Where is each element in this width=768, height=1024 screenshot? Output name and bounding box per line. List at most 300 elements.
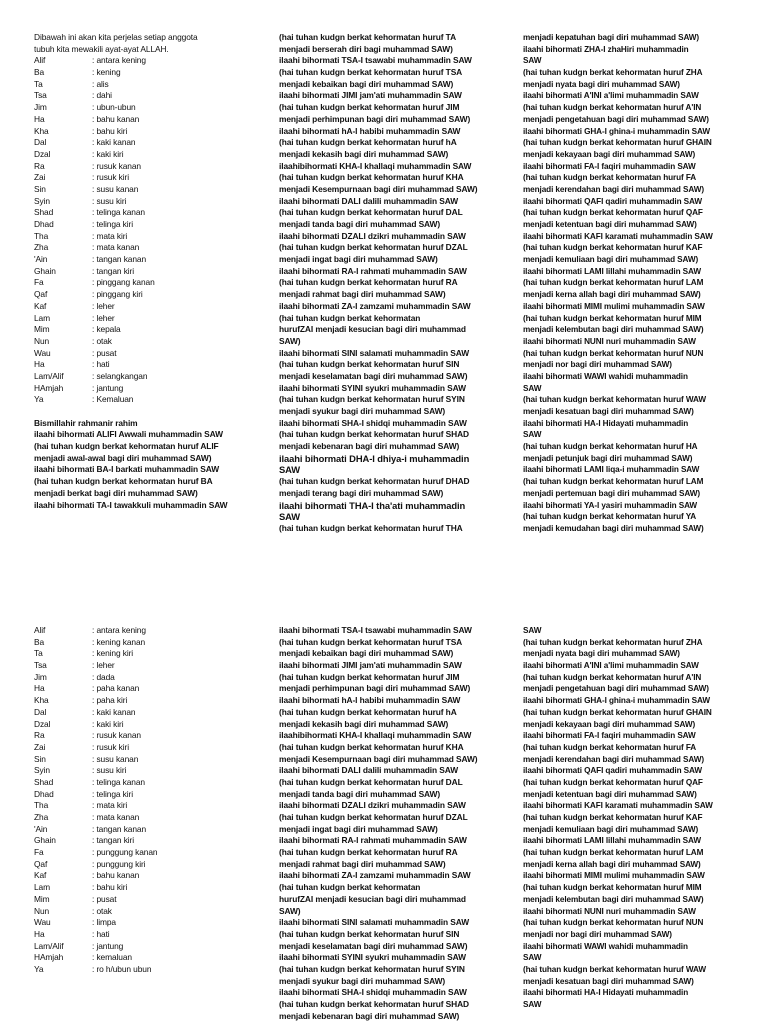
body-part: : ro h/ubun ubun [92,963,152,974]
text-line: (hai tuhan kudgn berkat kehormatan huruf QAF [523,777,703,787]
letter-name: Ba [34,636,45,647]
body-part: : kemaluan [92,952,132,963]
text-line: (hai tuhan kudgn berkat kehormatan huruf LAM [523,477,704,487]
prayer-heading [523,941,751,964]
list-item [34,648,266,660]
letter-name: Ha [34,359,45,370]
body-part: : rusuk kiri [92,741,129,752]
list-item [34,394,266,406]
prayer-heading [279,453,505,476]
list-item [34,313,266,325]
letter-name: Qaf [34,289,48,300]
prayer-text [523,441,751,464]
list-item [34,90,266,102]
letter-body-list [34,625,266,976]
prayer-heading [523,371,751,394]
text-line: (hai tuhan kudgn berkat kehormatan huruf hA [279,137,457,148]
body-part: : rusuk kanan [92,730,141,741]
text-line: ilaahi bihormati TSA-I tsawabi muhammadin SAW [279,55,472,66]
letter-name: Nun [34,335,50,346]
body-part: : Kemaluan [92,394,134,405]
letter-name: Alif [34,625,46,635]
text-line: (hai tuhan kudgn berkat kehormatan huruf QAF [523,208,703,218]
text-line: ilaahi bihormati MIMI mulimi muhammadin SAW [523,301,705,311]
prayer-text [523,32,751,44]
text-line: ilaahi bihormati A'INI a'limi muhammadin SAW [523,661,699,671]
letter-name: Mim [34,324,50,335]
text-line: menjadi kemuliaan bagi diri muhammad SAW) [523,824,699,834]
text-line: menjadi perhimpunan bagi diri muhammad SAW) [279,683,471,694]
body-part: : punggung kanan [92,847,158,858]
text-line: ilaahi bihormati TSA-I tsawabi muhammadin SAW [279,625,472,635]
text-line: SAW [523,626,542,635]
text-line: ilaahi bihormati hA-I habibi muhammadin SAW [279,695,461,706]
prayer-text [279,32,505,453]
text-line: ilaahi bihormati QAFI qadiri muhammadin SAW [523,196,703,206]
text-line: ilaahibihormati KHA-I khallaqi muhammadin SAW [279,160,472,171]
text-line: menjadi ketentuan bagi diri muhammad SAW) [523,220,697,229]
body-part: : hati [92,359,110,370]
text-line: (hai tuhan kudgn berkat kehormatan huruf SHAD [279,999,470,1009]
text-line: SAW [523,953,542,963]
text-line: (hai tuhan kudgn berkat kehormatan huruf RA [279,847,458,858]
body-part: : mata kiri [92,230,128,241]
text-line: ilaahi bihormati TA-I tawakkuli muhammadin SAW [34,499,228,510]
text-line: (hai tuhan kudgn berkat kehormatan huruf NUN [523,348,704,358]
text-line: SAW [523,1000,542,1009]
text-line: Bismillahir rahmanir rahim [34,417,138,428]
text-line: (hai tuhan kudgn berkat kehormatan [279,312,421,323]
list-item [34,266,266,278]
body-part: : kening kanan [92,636,146,647]
letter-name: HAmjah [34,382,64,393]
list-item [34,348,266,360]
list-item [34,672,266,684]
page-section-2 [0,625,768,1024]
list-item [34,161,266,173]
text-line: ilaahi bihormati DALI dalili muhammadin SAW [279,765,459,776]
letter-name: Dzal [34,148,51,159]
text-line: ilaahi bihormati DZALI dzikri muhammadin SAW [279,800,466,811]
text-line: menjadi kemudahan bagi diri muhammad SAW) [523,523,704,533]
letter-name: Ra [34,730,45,741]
letter-name: HAmjah [34,952,64,963]
body-part: : telinga kanan [92,776,145,787]
body-part: : kening [92,67,121,78]
text-line: menjadi awal-awal bagi diri muhammad SAW) [34,452,212,463]
prayer-heading [523,336,751,348]
text-line: menjadi kekayaan bagi diri muhammad SAW) [523,149,696,159]
text-line: menjadi kelembutan bagi diri muhammad SAW) [523,325,704,335]
body-part: : jantung [92,382,124,393]
text-line: ilaahi bihormati SYINI syukri muhammadin SAW [279,952,466,963]
body-part: : telinga kiri [92,219,133,229]
text-line: menjadi perhimpunan bagi diri muhammad SAW) [279,113,471,124]
text-line: menjadi ketentuan bagi diri muhammad SAW) [523,789,697,799]
letter-name: Kaf [34,300,47,311]
prayer-text [523,511,751,534]
letter-name: Dhad [34,219,54,229]
prayer-text [279,625,505,1022]
text-line: menjadi berserah diri bagi muhammad SAW) [279,43,453,54]
text-line: menjadi pengetahuan bagi diri muhammad SAW) [523,684,709,694]
text-line: ilaahi bihormati FA-I faqiri muhammadin SAW [523,731,696,741]
text-line: ilaahi bihormati BA-I barkati muhammadin SAW [34,464,219,475]
text-line: SAW [279,511,301,523]
text-line: menjadi kebaikan bagi diri muhammad SAW) [279,78,454,89]
letter-name: Ta [34,648,43,659]
list-item [34,67,266,79]
text-line: menjadi kerendahan bagi diri muhammad SAW) [523,754,704,764]
body-part: : tangan kanan [92,823,147,834]
list-item [34,929,266,941]
body-part: : telinga kanan [92,207,145,218]
text-line: (hai tuhan kudgn berkat kehormatan huruf hA [279,706,457,717]
prayer-heading [523,500,751,512]
letter-name: Syin [34,765,50,776]
body-part: : pusat [92,347,117,358]
text-line: menjadi kesatuan bagi diri muhammad SAW) [523,976,694,986]
text-line: ilaahi bihormati WAWI wahidi muhammadin [523,371,688,381]
letter-name: Zha [34,812,49,822]
list-item [34,277,266,289]
list-item [34,894,266,906]
text-line: SAW) [279,905,301,916]
text-line: (hai tuhan kudgn berkat kehormatan huruf SIN [279,928,460,939]
body-part: : leher [92,312,115,323]
list-item [34,835,266,847]
text-line: menjadi ingat bagi diri muhammad SAW) [279,823,438,834]
text-line: (hai tuhan kudgn berkat kehormatan huruf KAF [523,243,703,253]
text-line: menjadi kerendahan bagi diri muhammad SAW) [523,184,704,194]
list-item [34,371,266,383]
text-line: hurufZAI menjadi kesucian bagi diri muhammad [279,893,466,904]
text-line: ilaahi bihormati RA-I rahmati muhammadin SAW [279,835,467,846]
text-line: (hai tuhan kudgn berkat kehormatan huruf DHAD [279,476,470,487]
text-line: ilaahi bihormati ZA-I zamzami muhammadin SAW [279,870,471,881]
letter-name: 'Ain [34,254,48,265]
text-line: menjadi pengetahuan bagi diri muhammad SAW) [523,114,709,124]
text-line: menjadi nor bagi diri muhammad SAW) [523,360,672,370]
body-part: : kaki kanan [92,706,136,717]
text-line: ilaahi bihormati LAMI lillahi muhammadin SAW [523,836,702,846]
letter-name: Tha [34,800,49,811]
list-item [34,231,266,243]
body-part: : rusuk kanan [92,160,141,171]
list-item [34,800,266,812]
body-part: : tangan kiri [92,835,134,846]
letter-name: Mim [34,893,50,904]
list-item [34,149,266,161]
text-line: (hai tuhan kudgn berkat kehormatan huruf SYIN [279,394,465,405]
body-part: : bahu kiri [92,125,128,136]
text-line: ilaahi bihormati RA-I rahmati muhammadin SAW [279,265,467,276]
text-line: ilaahi bihormati A'INI a'limi muhammadin SAW [523,91,699,101]
body-part: : bahu kiri [92,882,128,893]
text-line: Dibawah ini akan kita perjelas setiap anggota [34,32,198,42]
column-2 [279,625,505,1022]
letter-name: Tsa [34,660,47,671]
list-item [34,754,266,766]
list-item [34,952,266,964]
text-line: (hai tuhan kudgn berkat kehormatan huruf NUN [523,918,704,928]
text-line: ilaahi bihormati HA-I Hidayati muhammadin [523,988,689,998]
text-line: (hai tuhan kudgn berkat kehormatan huruf ZHA [523,637,703,647]
body-part: : susu kanan [92,183,139,194]
letter-name: Syin [34,195,50,206]
body-part: : leher [92,660,115,671]
body-part: : mata kiri [92,800,128,811]
body-part: : dahi [92,90,112,101]
text-line: ilaahi bihormati DZALI dzikri muhammadin SAW [279,230,466,241]
letter-name: Zai [34,172,46,183]
text-line: (hai tuhan kudgn berkat kehormatan huruf KHA [279,741,464,752]
body-part: : kaki kiri [92,148,124,159]
letter-name: Ra [34,160,45,171]
list-item [34,637,266,649]
text-line: ilaahi bihormati LAMI liqa-i muhammadin SAW [523,465,700,475]
list-item [34,219,266,231]
prayer-text [279,476,505,499]
text-line: (hai tuhan kudgn berkat kehormatan huruf MIM [523,313,702,323]
letter-name: Ya [34,394,44,405]
body-part: : tangan kanan [92,254,147,265]
letter-name: Ta [34,78,43,89]
letter-name: 'Ain [34,823,48,834]
letter-name: Jim [34,671,47,682]
letter-name: Sin [34,183,46,194]
prayer-heading [523,906,751,918]
text-line: SAW [523,383,542,393]
letter-name: Kha [34,125,49,136]
body-part: : susu kiri [92,195,127,206]
body-part: : bahu kanan [92,870,140,881]
text-line: (hai tuhan kudgn berkat kehormatan huruf SYIN [279,963,465,974]
text-line: menjadi kebenaran bagi diri muhammad SAW) [279,441,460,452]
prayer-text [523,917,751,940]
list-item [34,254,266,266]
text-line: (hai tuhan kudgn berkat kehormatan huruf FA [523,173,697,183]
text-line: (hai tuhan kudgn berkat kehormatan huruf HA [523,442,698,452]
text-line: menjadi keselamatan bagi diri muhammad SAW) [279,940,468,951]
column-2 [279,32,505,535]
letter-name: Jim [34,102,47,113]
body-part: : otak [92,905,112,916]
body-part: : antara kening [92,55,146,66]
text-line: tubuh kita mewakili ayat-ayat ALLAH. [34,43,169,54]
letter-name: Kha [34,695,49,706]
text-line: (hai tuhan kudgn berkat kehormatan huruf FA [523,742,697,752]
letter-name: Dal [34,137,47,148]
text-line: (hai tuhan kudgn berkat kehormatan huruf THA [279,522,463,533]
text-line: menjadi kebaikan bagi diri muhammad SAW) [279,648,454,659]
body-part: : mata kanan [92,242,140,253]
body-part: : hati [92,928,110,939]
text-line: menjadi syukur bagi diri muhammad SAW) [279,406,446,416]
letter-name: Lam/Alif [34,940,64,951]
prayer-text [523,964,751,987]
text-line: menjadi syukur bagi diri muhammad SAW) [279,975,446,986]
text-line: menjadi keselamatan bagi diri muhammad SAW) [279,370,468,381]
list-item [34,172,266,184]
list-item [34,126,266,138]
text-line: (hai tuhan kudgn berkat kehormatan huruf WAW [523,964,707,974]
letter-name: Dhad [34,788,54,799]
letter-name: Sin [34,753,46,764]
letter-name: Kaf [34,870,47,881]
body-part: : jantung [92,940,124,951]
list-item [34,859,266,871]
text-line: (hai tuhan kudgn berkat kehormatan huruf BA [34,476,213,487]
list-item [34,707,266,719]
text-line: menjadi Kesempurnaan bagi diri muhammad SAW) [279,183,478,194]
text-line: ilaahi bihormati KAFI karamati muhammadin SAW [523,231,713,241]
text-line: (hai tuhan kudgn berkat kehormatan [279,882,421,893]
letter-name: Ha [34,928,45,939]
text-line: menjadi berkat bagi diri muhammad SAW) [34,487,198,498]
text-line: (hai tuhan kudgn berkat kehormatan huruf JIM [279,102,460,113]
prayer-text [279,523,505,535]
text-line: ilaahi bihormati SHA-I shidqi muhammadin SAW [279,417,467,428]
text-line: menjadi tanda bagi diri muhammad SAW) [279,219,441,229]
list-item [34,777,266,789]
letter-name: Lam [34,312,50,323]
text-line: ilaahi bihormati KAFI karamati muhammadin SAW [523,801,713,811]
prayer-heading [523,625,751,637]
text-line: menjadi kekasih bagi diri muhammad SAW) [279,148,449,159]
text-line: (hai tuhan kudgn berkat kehormatan huruf SIN [279,359,460,370]
prayer-text [523,476,751,499]
list-item [34,683,266,695]
body-part: : rusuk kiri [92,172,129,183]
letter-name: Dzal [34,718,51,729]
text-line: menjadi tanda bagi diri muhammad SAW) [279,788,441,799]
list-item [34,625,266,637]
list-item [34,812,266,824]
text-line: (hai tuhan kudgn berkat kehormatan huruf A'IN [523,672,702,682]
body-part: : otak [92,335,112,346]
body-part: : paha kanan [92,683,140,694]
body-part: : kaki kanan [92,137,136,148]
text-line: (hai tuhan kudgn berkat kehormatan huruf LAM [523,278,704,288]
letter-name: Alif [34,55,46,66]
text-line: menjadi kepatuhan bagi diri muhammad SAW) [523,33,700,42]
text-line: menjadi nor bagi diri muhammad SAW) [523,929,672,939]
text-line: ilaahi bihormati SHA-I shidqi muhammadin SAW [279,987,467,998]
text-line: (hai tuhan kudgn berkat kehormatan huruf SHAD [279,429,470,440]
list-item [34,695,266,707]
list-item [34,324,266,336]
text-line: ilaahi bihormati LAMI lillahi muhammadin SAW [523,266,702,276]
text-line: menjadi kesatuan bagi diri muhammad SAW) [523,407,694,416]
text-line: (hai tuhan kudgn berkat kehormatan huruf TSA [279,636,463,647]
text-line: (hai tuhan kudgn berkat kehormatan huruf A'IN [523,103,702,113]
body-part: : pinggang kanan [92,277,155,288]
letter-name: Fa [34,847,44,858]
prayer-text [523,637,751,906]
text-line: (hai tuhan kudgn berkat kehormatan huruf WAW [523,395,707,405]
list-item [34,301,266,313]
list-item [34,719,266,731]
text-line: (hai tuhan kudgn berkat kehormatan huruf RA [279,277,458,288]
list-item [34,660,266,672]
list-item [34,870,266,882]
text-line: (hai tuhan kudgn berkat kehormatan huruf KHA [279,172,464,183]
letter-name: Wau [34,917,51,928]
text-line: ilaahi bihormati YA-I yasiri muhammadin SAW [523,500,698,510]
list-item [34,824,266,836]
text-line: (hai tuhan kudgn berkat kehormatan huruf TA [279,32,457,42]
text-line: ilaahi bihormati MIMI mulimi muhammadin SAW [523,871,705,881]
text-line: hurufZAI menjadi kesucian bagi diri muhammad [279,324,466,335]
prayer-heading [279,500,505,523]
body-part: : mata kanan [92,812,140,822]
text-line: menjadi nyata bagi diri muhammad SAW) [523,649,680,659]
body-part: : telinga kiri [92,788,133,799]
text-line: ilaahi bihormati SYINI syukri muhammadin SAW [279,382,466,393]
text-line: ilaahi bihormati NUNI nuri muhammadin SAW [523,906,696,916]
text-line: ilaahi bihormati DALI dalili muhammadin SAW [279,195,459,206]
text-line: SAW [279,464,301,476]
body-part: : antara kening [92,625,146,635]
text-line: menjadi kekayaan bagi diri muhammad SAW) [523,719,696,729]
letter-name: Fa [34,277,44,288]
list-item [34,882,266,894]
body-part: : susu kanan [92,753,139,764]
text-line: ilaahi bihormati ALIFI Awwali muhammadin SAW [34,429,223,440]
letter-name: Zha [34,242,49,253]
text-line: ilaahi bihormati JIMI jam'ati muhammadin SAW [279,90,462,101]
body-part: : kepala [92,324,121,335]
list-item [34,730,266,742]
letter-name: Shad [34,776,54,787]
text-line: menjadi rahmat bagi diri muhammad SAW) [279,289,446,300]
body-part: : kaki kiri [92,718,124,729]
text-line: SAW) [279,335,301,346]
list-item [34,383,266,395]
text-line: menjadi ingat bagi diri muhammad SAW) [279,254,438,265]
letter-name: Ya [34,963,44,974]
text-line: menjadi kerna allah bagi diri muhammad SAW) [523,290,701,300]
letter-name: Ba [34,67,45,78]
prayer-text [523,67,751,336]
text-line: ilaahi bihormati QAFI qadiri muhammadin SAW [523,766,703,776]
letter-name: Ghain [34,265,56,276]
text-line: menjadi kekasih bagi diri muhammad SAW) [279,718,449,729]
text-line: ilaahi bihormati ZA-I zamzami muhammadin SAW [279,300,471,311]
text-line: ilaahi bihormati THA-I tha'ati muhammadin [279,499,466,511]
text-line: (hai tuhan kudgn berkat kehormatan huruf DZAL [279,242,468,253]
letter-name: Lam/Alif [34,370,64,381]
body-part: : pusat [92,893,117,904]
prayer-text [34,418,266,512]
list-item [34,102,266,114]
body-part: : pinggang kiri [92,289,143,300]
text-line: (hai tuhan kudgn berkat kehormatan huruf MIM [523,883,702,893]
body-part: : bahu kanan [92,113,140,124]
letter-name: Lam [34,882,50,893]
text-line: menjadi rahmat bagi diri muhammad SAW) [279,858,446,869]
text-line: SAW [523,56,542,66]
body-part: : leher [92,300,115,311]
list-item [34,847,266,859]
text-line: (hai tuhan kudgn berkat kehormatan huruf KAF [523,813,703,822]
body-part: : selangkangan [92,370,148,381]
text-line: ilaahi bihormati SINI salamati muhammadin SAW [279,917,470,928]
prayer-heading [523,464,751,476]
text-line: ilaahi bihormati SINI salamati muhammadin SAW [279,347,470,358]
text-line: menjadi pertemuan bagi diri muhammad SAW) [523,488,700,498]
